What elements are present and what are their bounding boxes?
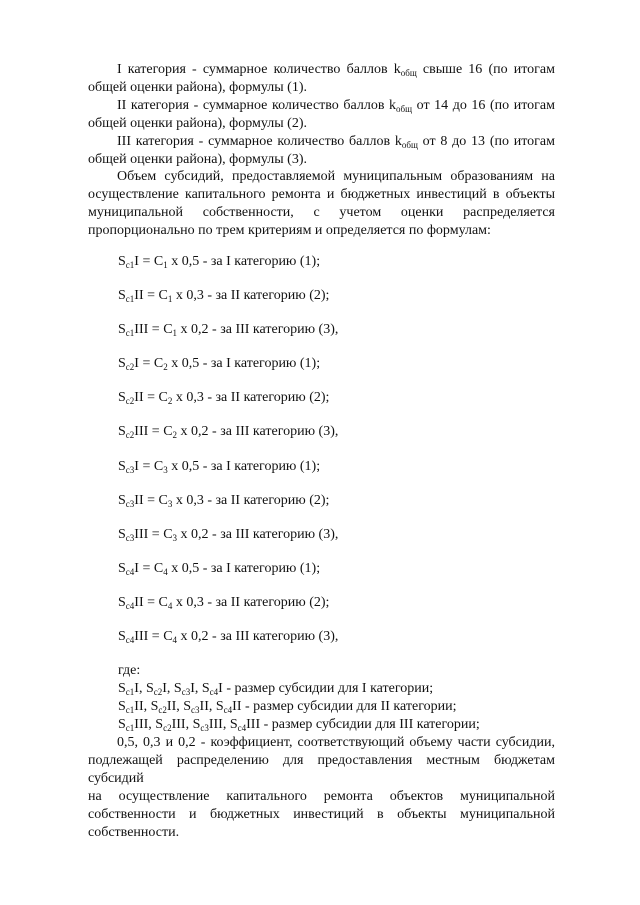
formula-row: $S_{c4}I = C_4$ x 0,5 - за I категорию (1); — [118, 561, 321, 577]
formula-row: $S_{c1}III = C_1$ x 0,2 - за III категорию (3), — [118, 322, 339, 338]
where-row-cat2: $S_{c1}II$, $S_{c2}II$, $S_{c3}II$, $S_{c4}II$ - размер субсидии для II категории; — [118, 699, 457, 715]
intro-paragraph — [88, 168, 555, 240]
intro-line-2: осуществление капитального ремонта и бюджетных инвестиций в объекты — [88, 187, 555, 202]
where-row-cat1: $S_{c1}I$, $S_{c2}I$, $S_{c3}I$, $S_{c4}I$ - размер субсидии для I категории; — [118, 681, 434, 697]
category-1-line-2: общей оценки района), формулы (1). — [88, 80, 307, 95]
category-3-line-1: III категория - суммарное количество баллов $k_{общ}$ от 8 до 13 (по итогам — [117, 134, 555, 150]
formula-row: $S_{c2}III = C_2$ x 0,2 - за III категорию (3), — [118, 424, 339, 440]
coef-line-4: собственности и бюджетных инвестиций в объекты муниципальной — [88, 807, 555, 822]
where-label: где: — [118, 663, 141, 678]
coef-line-3: на осуществление капитального ремонта объектов муниципальной — [88, 789, 555, 804]
coef-line-2: подлежащей распределению для предоставления местным бюджетам субсидий — [88, 753, 555, 786]
intro-line-3: муниципальной собственности, с учетом оценки распределяется — [88, 205, 555, 220]
coef-line-5: собственности. — [88, 825, 180, 840]
coefficient-paragraph — [88, 734, 555, 842]
category-3-line-2: общей оценки района), формулы (3). — [88, 152, 307, 167]
formula-row: $S_{c2}II = C_2$ x 0,3 - за II категорию (2); — [118, 390, 330, 406]
intro-line-4: пропорционально по трем критериям и определяется по формулам: — [88, 223, 491, 238]
category-1-line-1: I категория - суммарное количество баллов $k_{общ}$ свыше 16 (по итогам — [117, 62, 556, 78]
coef-line-1: 0,5, 0,3 и 0,2 - коэффициент, соответствующий объему части субсидии, — [117, 735, 555, 750]
formula-row: $S_{c2}I = C_2$ x 0,5 - за I категорию (1); — [118, 356, 321, 372]
formula-row: $S_{c1}I = C_1$ x 0,5 - за I категорию (1); — [118, 254, 321, 270]
formula-row: $S_{c4}II = C_4$ x 0,3 - за II категорию (2); — [118, 595, 330, 611]
category-3-paragraph — [88, 133, 555, 169]
formula-row: $S_{c3}II = C_3$ x 0,3 - за II категорию (2); — [118, 493, 330, 509]
formula-row: $S_{c4}III = C_4$ x 0,2 - за III категорию (3), — [118, 629, 339, 645]
formula-row: $S_{c1}II = C_1$ x 0,3 - за II категорию (2); — [118, 288, 330, 304]
formula-row: $S_{c3}III = C_3$ x 0,2 - за III категорию (3), — [118, 527, 339, 543]
category-2-paragraph — [88, 97, 555, 133]
category-1-paragraph — [88, 61, 555, 97]
category-2-line-1: II категория - суммарное количество баллов $k_{общ}$ от 14 до 16 (по итогам — [117, 98, 555, 114]
where-row-cat3: $S_{c1}III$, $S_{c2}III$, $S_{c3}III$, $S_{c4}III$ - размер субсидии для III категории; — [118, 717, 480, 733]
formula-row: $S_{c3}I = C_3$ x 0,5 - за I категорию (1); — [118, 459, 321, 475]
intro-line-1: Объем субсидий, предоставляемой муниципальным образованиям на — [117, 169, 555, 184]
category-2-line-2: общей оценки района), формулы (2). — [88, 116, 307, 131]
